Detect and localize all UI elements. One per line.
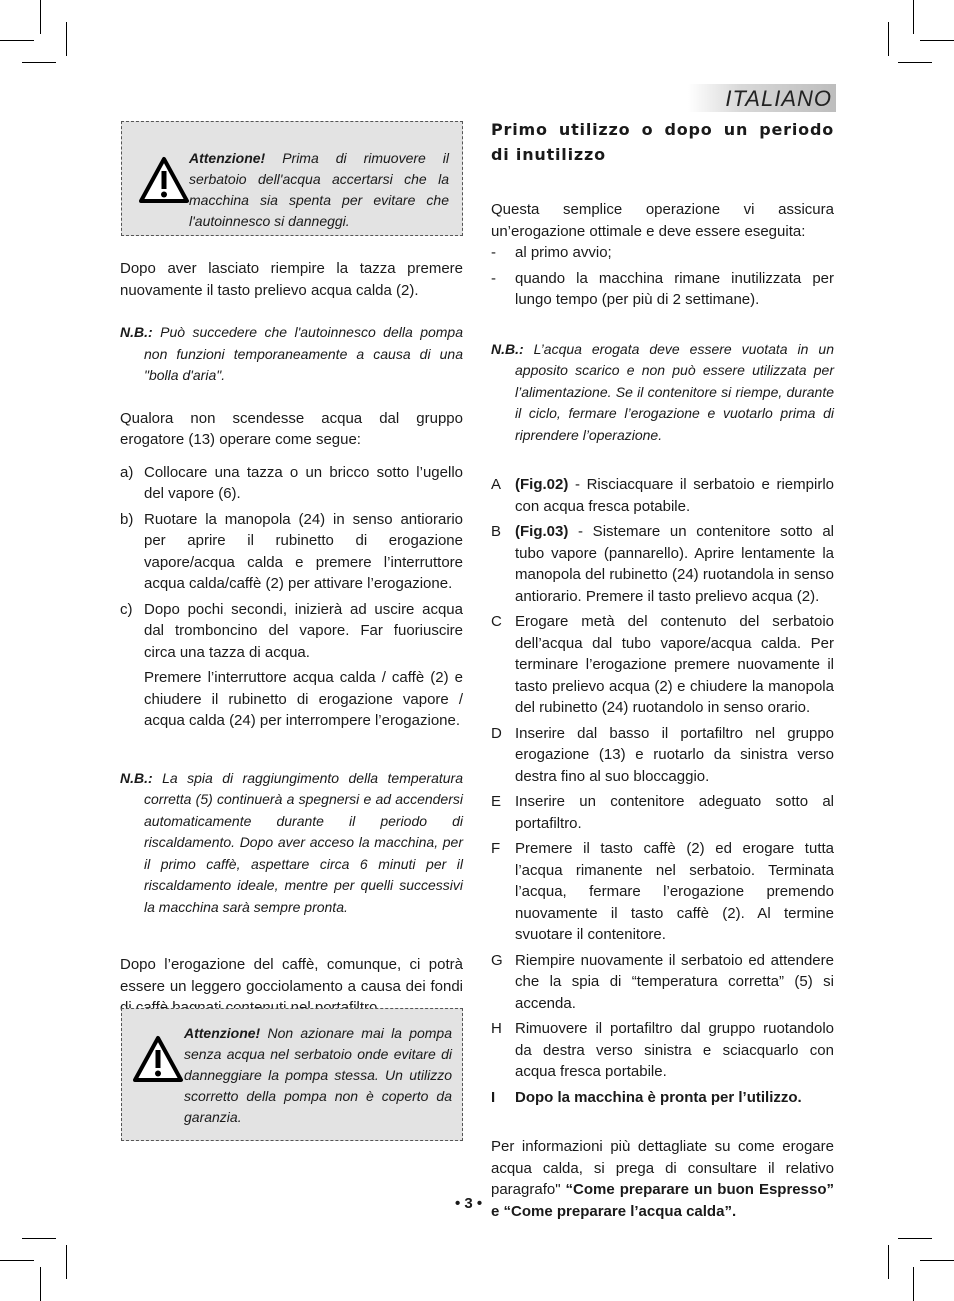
list-item <box>491 838 834 946</box>
crop-mark <box>913 0 914 34</box>
list-item <box>491 611 834 719</box>
closing-paragraph <box>491 1136 834 1222</box>
language-label: ITALIANO <box>725 86 832 111</box>
list-text: Riempire nuovamente il serbatoio ed attendere che la spia di “temperatura corretta” (5) si accenda. <box>515 951 834 1012</box>
crop-mark <box>888 1245 889 1279</box>
warning-box-pump <box>121 1008 463 1141</box>
list-marker: B <box>491 523 502 540</box>
warning-title: Attenzione! <box>184 1025 261 1041</box>
closing-text: Per informazioni più dettagliate su come erogare acqua calda, si prega di consultare il relativo paragrafo" <box>491 1138 834 1198</box>
list-item <box>491 474 834 517</box>
list-item <box>120 599 463 664</box>
crop-mark <box>40 1267 41 1301</box>
warning-title: Attenzione! <box>189 150 266 166</box>
list-text: al primo avvio; <box>515 244 612 261</box>
figure-ref: (Fig.02) <box>515 476 569 493</box>
crop-mark <box>40 0 41 34</box>
list-text <box>515 474 834 517</box>
list-text: Premere il tasto caffè (2) ed erogare tutta l’acqua rimanente nel serbatoio. Terminata l’acqua, fermare l’erogazione premendo nuovamente il tasto caffè (2). Al termine svuotare il contenitore. <box>515 840 834 943</box>
list-item <box>491 791 834 834</box>
step-text: - Risciacquare il serbatoio e riempirlo con acqua fresca potabile. <box>515 476 834 515</box>
list-marker: A <box>491 476 502 493</box>
list-text: Inserire un contenitore adeguato sotto al portafiltro. <box>515 793 834 832</box>
list-text: Erogare metà del contenuto del serbatoio dell’acqua dal tubo vapore/acqua calda. Per terminare l’erogazione premere nuovamente il tasto prelievo acqua (2) e chiudere la manopola del rubinetto (24) ruotandolo in senso orario. <box>515 613 834 716</box>
note-label: N.B.: <box>491 340 524 357</box>
list-text: Rimuovere il portafiltro dal gruppo ruotandolo da destra verso sinistra e sciacquarlo con acqua fresca portabile. <box>515 1020 834 1080</box>
crop-mark <box>913 1267 914 1301</box>
list-marker: H <box>491 1020 502 1037</box>
page-number: • 3 • <box>455 1195 483 1212</box>
list-text: Collocare una tazza o un bricco sotto l’ugello del vapore (6). <box>144 463 463 502</box>
warning-triangle-icon <box>132 1035 184 1083</box>
paragraph: Dopo aver lasciato riempire la tazza premere nuovamente il tasto prelievo acqua calda (2). <box>120 260 463 299</box>
list-text: Ruotare la manopola (24) in senso antiorario per aprire il rubinetto di erogazione vapore/acqua calda e premere l’interruttore acqua calda/caffè (2) per attivare l’erogazione. <box>144 510 463 592</box>
list-marker: - <box>491 244 496 261</box>
list-marker: c) <box>120 600 133 618</box>
list-item <box>120 462 463 505</box>
warning-text <box>189 148 449 232</box>
closing-text-bold: “Come preparare un buon Espresso” e “Come preparare l’acqua calda”. <box>491 1181 834 1220</box>
note <box>120 322 463 387</box>
list-continuation: Premere l’interruttore acqua calda / caffè (2) e chiudere il rubinetto di erogazione vapore / acqua calda (24) per interrompere l’erogazione. <box>144 669 463 729</box>
section-heading: Primo utilizzo o dopo un periodo di inutilizzo <box>491 120 834 164</box>
list-item <box>491 1087 834 1109</box>
list-marker: F <box>491 840 501 857</box>
crop-mark <box>66 22 67 56</box>
note-label: N.B.: <box>120 324 153 340</box>
crop-mark <box>920 1260 954 1261</box>
crop-mark <box>0 1260 34 1261</box>
note-text: Può succedere che l'autoinnesco della pompa non funzioni temporaneamente a causa di una "bolla d'aria". <box>144 324 463 383</box>
list-item <box>491 723 834 788</box>
language-tab <box>688 84 836 112</box>
list-marker: a) <box>120 463 134 481</box>
list-text: Dopo pochi secondi, inizierà ad uscire acqua dal tromboncino del vapore. Far fuoriuscire circa una tazza di acqua. <box>144 600 463 661</box>
warning-triangle-icon <box>138 156 190 204</box>
paragraph: Questa semplice operazione vi assicura un’erogazione ottimale e deve essere eseguita: <box>491 201 834 240</box>
paragraph: Dopo l’erogazione del caffè, comunque, ci potrà essere un leggero gocciolamento a causa dei fondi <box>120 956 463 995</box>
list-text <box>515 521 834 607</box>
list-item <box>491 1018 834 1083</box>
list-text: quando la macchina rimane inutilizzata per lungo tempo (per più di 2 settimane). <box>515 269 834 308</box>
list-marker: b) <box>120 510 134 528</box>
crop-mark <box>920 40 954 41</box>
crop-mark <box>22 1238 56 1239</box>
list-marker: C <box>491 613 502 630</box>
left-column <box>120 258 463 1019</box>
list-item <box>120 509 463 595</box>
warning-body: Prima di rimuovere il serbatoio dell'acqua accertarsi che la macchina sia spenta per evitare che l'autoinnesco si danneggi. <box>189 150 449 229</box>
crop-mark <box>0 40 34 41</box>
warning-body: Non azionare mai la pompa senza acqua nel serbatoio onde evitare di danneggiare la pompa stessa. Un utilizzo scorretto della pompa non è coperto da garanzia. <box>184 1025 452 1125</box>
list-marker: I <box>491 1088 496 1106</box>
list-item <box>491 268 834 311</box>
list-text: Inserire dal basso il portafiltro nel gruppo erogazione (13) e ruotarlo da sinistra verso destra fino al suo bloccaggio. <box>515 724 834 785</box>
list-text: Dopo la macchina è pronta per l’utilizzo. <box>515 1088 802 1106</box>
list-marker: E <box>491 793 502 810</box>
crop-mark <box>898 1238 932 1239</box>
paragraph: Qualora non scendesse acqua dal gruppo erogatore (13) operare come segue: <box>120 409 463 448</box>
crop-mark <box>898 62 932 63</box>
figure-ref: (Fig.03) <box>515 523 569 540</box>
crop-mark <box>22 62 56 63</box>
note <box>491 339 834 447</box>
right-column <box>491 117 834 1222</box>
note-label: N.B.: <box>120 769 153 786</box>
note-text: La spia di raggiungimento della temperatura corretta (5) continuerà a spegnersi e ad accendersi automaticamente durante il periodo di riscaldamento. Dopo aver acceso la macchina, per il primo caffè, aspettare circa 6 minuti per il riscaldamento ideale, mentre per quelli successivi la macchina sarà sempre pronta. <box>144 769 464 915</box>
list-item <box>491 950 834 1015</box>
bullet-list <box>491 242 834 311</box>
list-marker: - <box>491 269 496 287</box>
crop-mark <box>66 1245 67 1279</box>
list-marker: G <box>491 951 503 969</box>
list-item <box>491 521 834 607</box>
list-marker: D <box>491 724 502 742</box>
steps-list <box>120 462 463 732</box>
note <box>120 768 463 919</box>
list-item <box>491 242 834 264</box>
procedure-steps <box>491 474 834 1108</box>
warning-text <box>184 1023 452 1128</box>
note-text: L’acqua erogata deve essere vuotata in un apposito scarico e non può essere utilizzata per l’alimentazione. Se il contenitore si riempe, durante il ciclo, fermare l’erogazione e vuotarlo prima di riprendere l’operazione. <box>515 340 834 443</box>
warning-box-tank <box>121 121 463 236</box>
crop-mark <box>888 22 889 56</box>
step-text: - Sistemare un contenitore sotto al tubo vapore (pannarello). Aprire lentamente la manopola del rubinetto (24) ruotandola in senso antiorario. Premere il tasto prelievo acqua (2). <box>515 523 834 605</box>
